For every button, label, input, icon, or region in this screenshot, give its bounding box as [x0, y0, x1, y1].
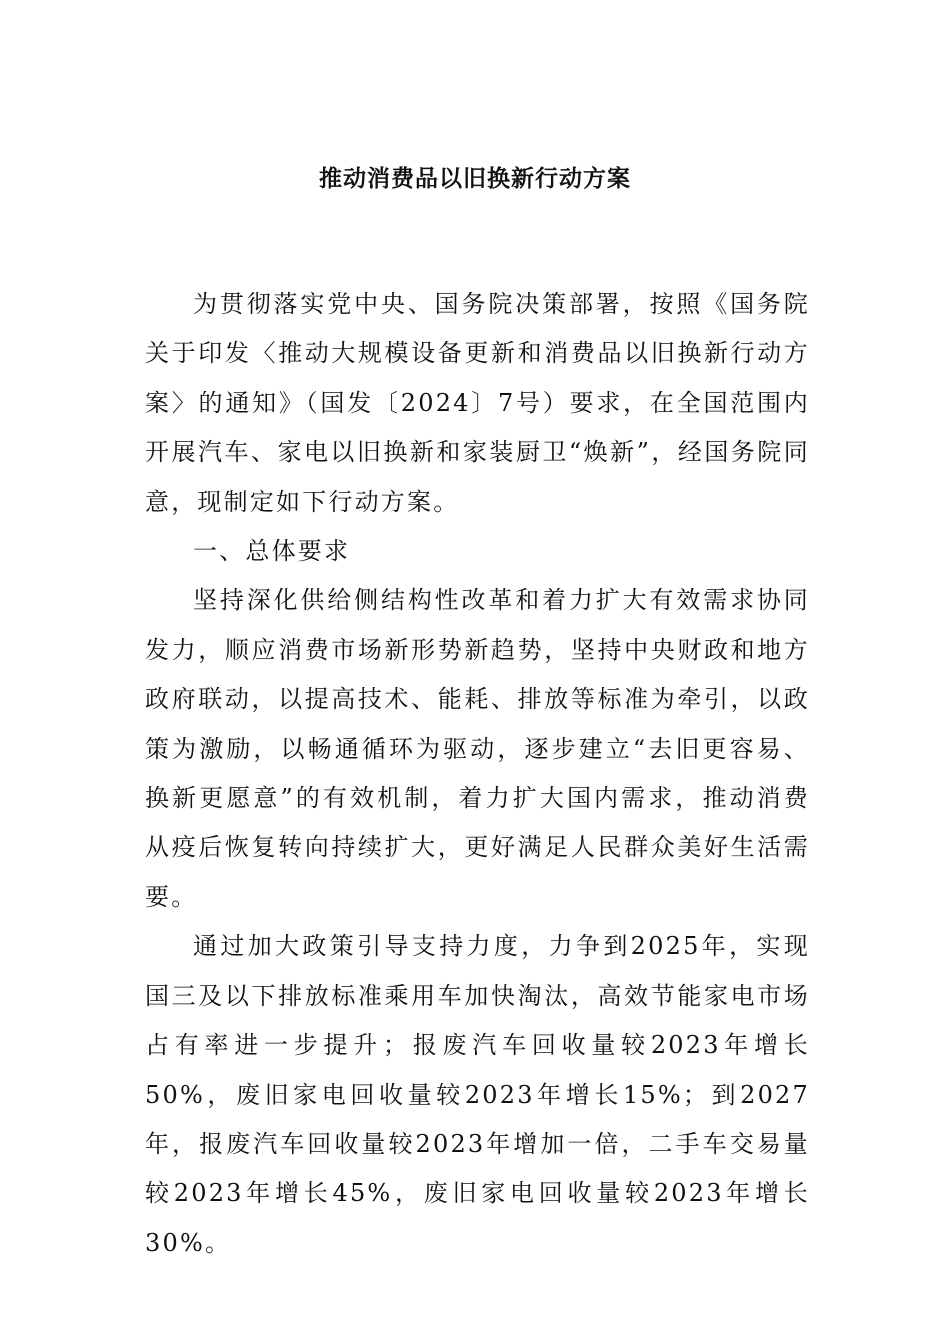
body-paragraph: 通过加大政策引导支持力度，力争到2025年，实现国三及以下排放标准乘用车加快淘汰，高效节能家电市场占有率进一步提升；报废汽车回收量较2023年增长50%，废旧家电回收量较2023年增长15%；到2027年，报废汽车回收量较2023年增加一倍，二手车交易量较2023年增长45%，废旧家电回收量较2023年增长30%。: [145, 932, 810, 1257]
section-heading: 一、总体要求: [193, 537, 351, 566]
document-body: [145, 280, 810, 1268]
document-title: 推动消费品以旧换新行动方案: [319, 166, 631, 192]
intro-paragraph: 为贯彻落实党中央、国务院决策部署，按照《国务院关于印发〈推动大规模设备更新和消费品以旧换新行动方案〉的通知》（国发〔2024〕7号）要求，在全国范围内开展汽车、家电以旧换新和家装厨卫“焕新”，经国务院同意，现制定如下行动方案。: [145, 290, 810, 516]
body-paragraph: 坚持深化供给侧结构性改革和着力扩大有效需求协同发力，顺应消费市场新形势新趋势，坚持中央财政和地方政府联动，以提高技术、能耗、排放等标准为牵引，以政策为激励，以畅通循环为驱动，逐步建立“去旧更容易、换新更愿意”的有效机制，着力扩大国内需求，推动消费从疫后恢复转向持续扩大，更好满足人民群众美好生活需要。: [145, 586, 810, 911]
